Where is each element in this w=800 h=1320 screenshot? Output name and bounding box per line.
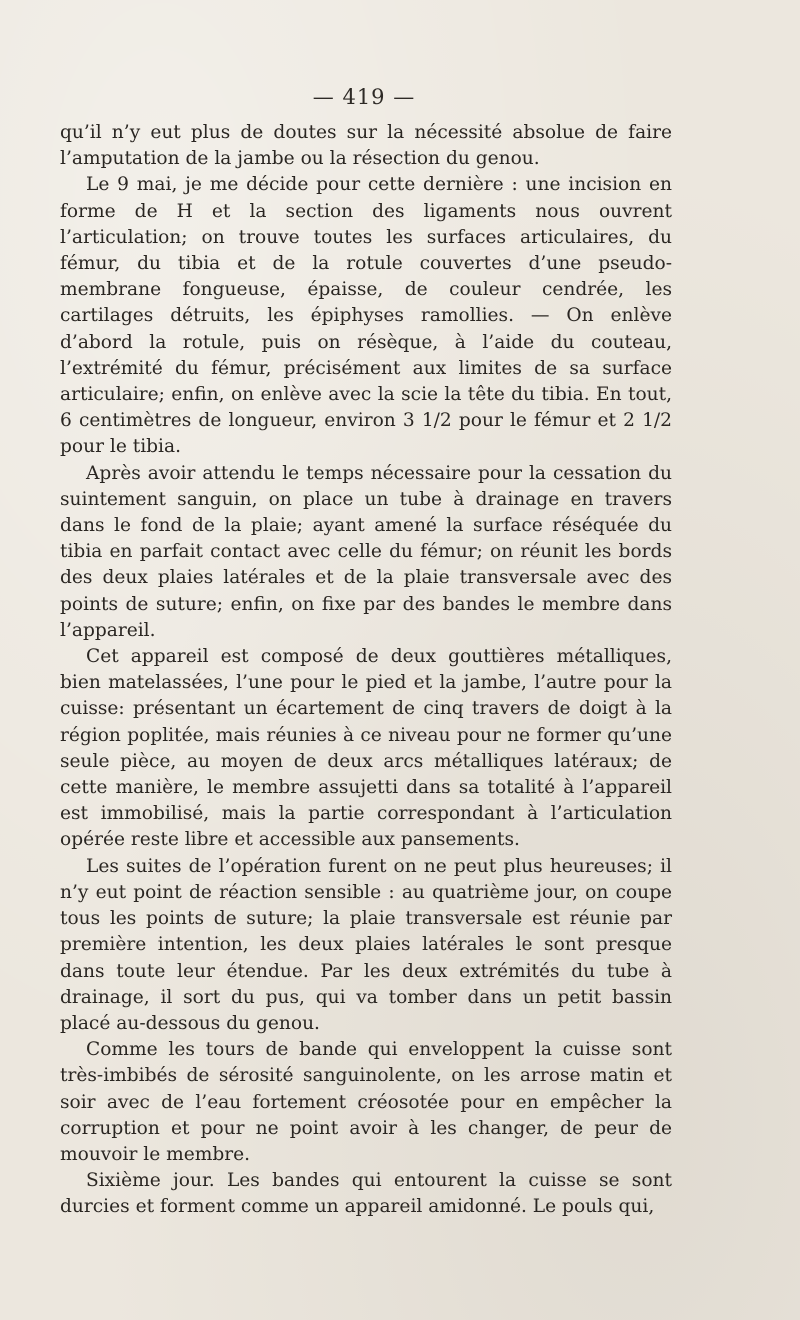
paragraph: Sixième jour. Les bandes qui entourent la cuisse se sont durcies et forment comme un appareil amidonné. Le pouls qui, — [60, 1170, 672, 1218]
paragraph: Cet appareil est composé de deux gouttières métalliques, bien matelassées, l’une pour le pied et la jambe, l’autre pour la cuisse: présentant un écartement de cinq travers de doigt à la région poplitée, mais réunies à ce niveau pour ne former qu’une seule pièce, au moyen de deux arcs métalliques latéraux; de cette manière, le membre assujetti dans sa totalité à l’appareil est immobilisé, mais la partie correspondant à l’articulation opérée reste libre et accessible aux pansements. — [60, 646, 672, 851]
page-number: — 419 — — [312, 85, 416, 109]
paragraph: Les suites de l’opération furent on ne peut plus heureuses; il n’y eut point de réaction sensible : au quatrième jour, on coupe tous les points de suture; la plaie transversale est réunie par première intention, les deux plaies latérales le sont presque dans toute leur étendue. Par les deux extrémités du tube à drainage, il sort du pus, qui va tomber dans un petit bassin placé au-dessous du genou. — [60, 855, 672, 1034]
paragraph: qu’il n’y eut plus de doutes sur la nécessité absolue de faire l’amputation de la jambe ou la résection du genou. — [60, 122, 672, 170]
body-text — [60, 120, 672, 1221]
paragraph: Le 9 mai, je me décide pour cette dernière : une incision en forme de H et la section des ligaments nous ouvrent l’articulation; on trouve toutes les surfaces articulaires, du fémur, du tibia et de la rotule couvertes d’une pseudo-membrane fongueuse, épaisse, de couleur cendrée, les cartilages détruits, les épiphyses ramollies. — On enlève d’abord la rotule, puis on résèque, à l’aide du couteau, l’extrémité du fémur, précisément aux limites de sa surface articulaire; enfin, on enlève avec la scie la tête du tibia. En tout, 6 centimètres de longueur, environ 3 1/2 pour le fémur et 2 1/2 pour le tibia. — [60, 174, 672, 458]
paragraph: Comme les tours de bande qui enveloppent la cuisse sont très-imbibés de sérosité sanguinolente, on les arrose matin et soir avec de l’eau fortement créosotée pour en empêcher la corruption et pour ne point avoir à les changer, de peur de mouvoir le membre. — [60, 1039, 672, 1165]
paragraph: Après avoir attendu le temps nécessaire pour la cessation du suintement sanguin, on place un tube à drainage en travers dans le fond de la plaie; ayant amené la surface réséquée du tibia en parfait contact avec celle du fémur; on réunit les bords des deux plaies latérales et de la plaie transversale avec des points de suture; enfin, on fixe par des bandes le membre dans l’appareil. — [60, 462, 672, 641]
